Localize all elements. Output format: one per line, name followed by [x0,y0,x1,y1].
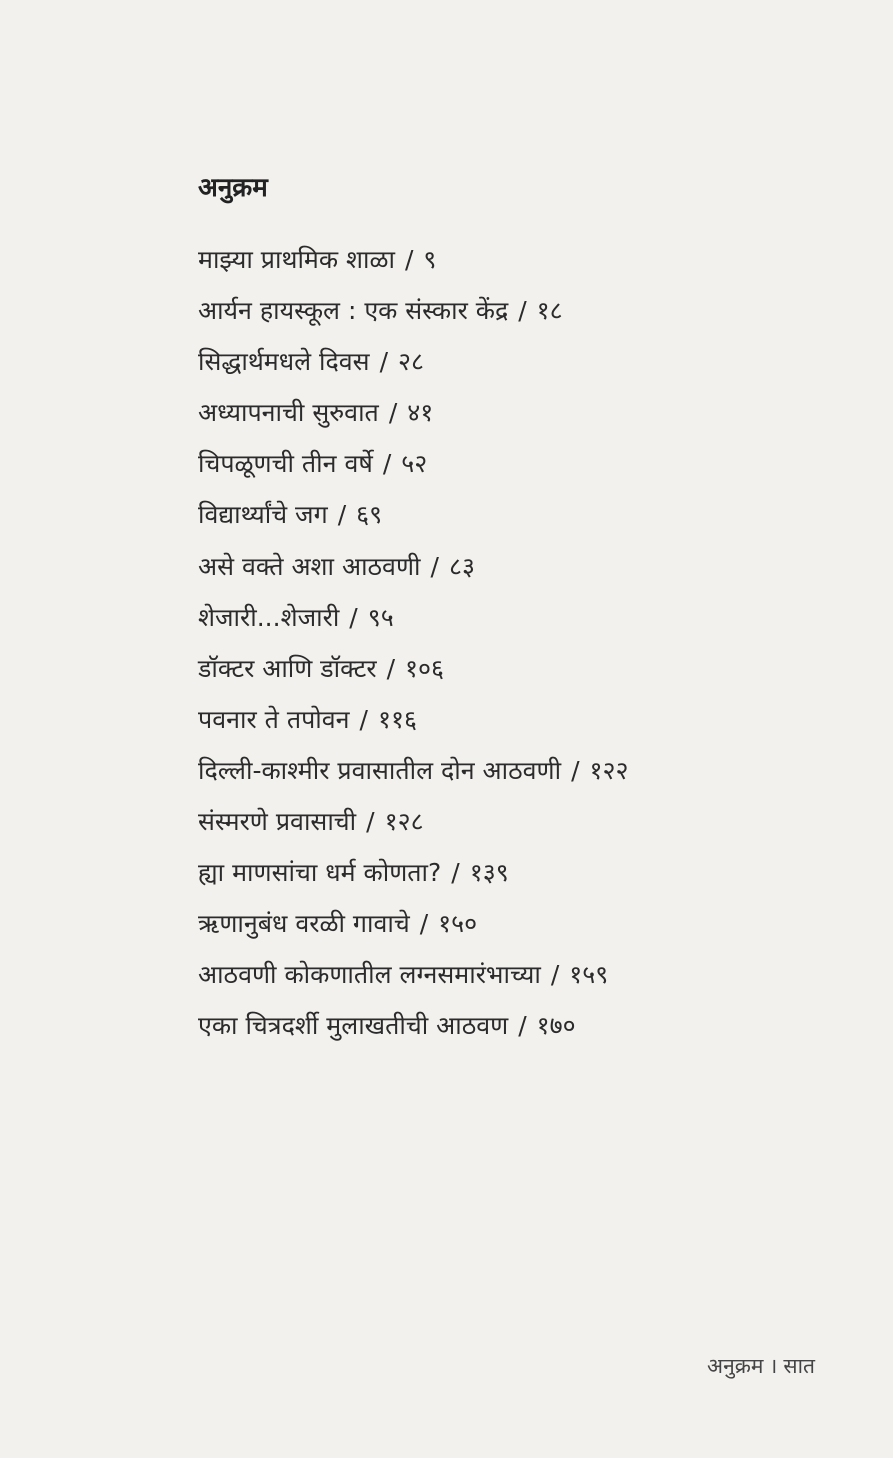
toc-entry [198,698,629,749]
toc-heading: अनुक्रम [198,173,268,203]
toc-entry-page: १५९ [569,960,609,990]
footer-section: अनुक्रम [707,1354,764,1378]
toc-separator: / [419,909,429,939]
toc-separator: / [518,296,527,326]
toc-entry [198,442,629,493]
toc-entry-title: अध्यापनाची सुरुवात [198,398,379,428]
toc-separator: / [379,347,389,377]
toc-entry-page: १७० [536,1011,576,1041]
toc-entry-page: ९ [423,245,437,274]
toc-separator: / [451,858,460,888]
toc-separator: / [518,1011,527,1041]
toc-separator: / [430,551,439,581]
toc-entry-title: आठवणी कोकणातील लग्नसमारंभाच्या [198,960,541,990]
toc-separator: / [571,755,580,785]
toc-entry-title: पवनार ते तपोवन [198,704,350,734]
toc-separator: / [386,653,396,683]
toc-separator: / [349,602,358,632]
toc-entry-page: ६९ [356,500,383,530]
toc-entry [198,391,629,442]
toc-entry-title: आर्यन हायस्कूल : एक संस्कार केंद्र [198,296,509,326]
page-footer [707,1352,815,1380]
toc-separator: / [366,807,375,837]
toc-entry-page: १३९ [469,858,509,888]
toc-entry-title: चिपळूणची तीन वर्षे [198,449,373,479]
toc-entry-page: ५२ [401,449,428,479]
toc-entry-title: दिल्ली-काश्मीर प्रवासातील दोन आठवणी [198,755,562,785]
toc-entry-title: संस्मरणे प्रवासाची [198,807,357,837]
toc-entry-title: विद्यार्थ्यांचे जग [198,500,328,530]
toc-entry [198,340,629,391]
toc-separator: / [404,245,414,274]
toc-entry-page: १२८ [384,807,424,837]
toc-entry [198,800,629,851]
toc-entry [198,953,629,1004]
toc-entry [198,851,629,902]
toc-entry-page: ८३ [448,551,475,581]
toc-separator: / [359,704,368,734]
toc-entry-title: डॉक्टर आणि डॉक्टर [198,653,377,683]
toc-entry-page: १०६ [405,653,445,683]
toc-entry [198,749,629,800]
toc-separator: / [550,960,560,990]
toc-entry-page: १२२ [589,755,629,785]
toc-entry-title: माझ्या प्राथमिक शाळा [198,245,395,274]
toc-entry-title: ह्या माणसांचा धर्म कोणता? [198,858,442,888]
footer-page-number: सात [783,1354,815,1378]
toc-entry-page: ११६ [377,704,417,734]
toc-entry-page: १८ [536,296,563,326]
toc-entry [198,596,629,647]
footer-divider: । [769,1354,778,1378]
toc-entry-title: असे वक्ते अशा आठवणी [198,551,421,581]
toc-entry-page: २८ [398,347,425,377]
toc-entry [198,289,629,340]
toc-list [198,238,629,1056]
toc-separator: / [337,500,347,530]
toc-entry-page: १५० [438,909,478,939]
toc-entry-page: ४१ [407,398,434,428]
toc-separator: / [382,449,392,479]
toc-separator: / [388,398,398,428]
toc-entry-title: एका चित्रदर्शी मुलाखतीची आठवण [198,1011,509,1041]
toc-entry [198,1004,629,1055]
toc-entry-title: शेजारी...शेजारी [198,602,340,632]
toc-entry [198,493,629,544]
toc-entry [198,545,629,596]
toc-entry [198,902,629,953]
toc-entry-title: ऋणानुबंध वरळी गावाचे [198,909,410,939]
toc-entry [198,238,629,289]
toc-entry-page: ९५ [367,602,394,632]
toc-entry-title: सिद्धार्थमधले दिवस [198,347,370,377]
toc-entry [198,647,629,698]
